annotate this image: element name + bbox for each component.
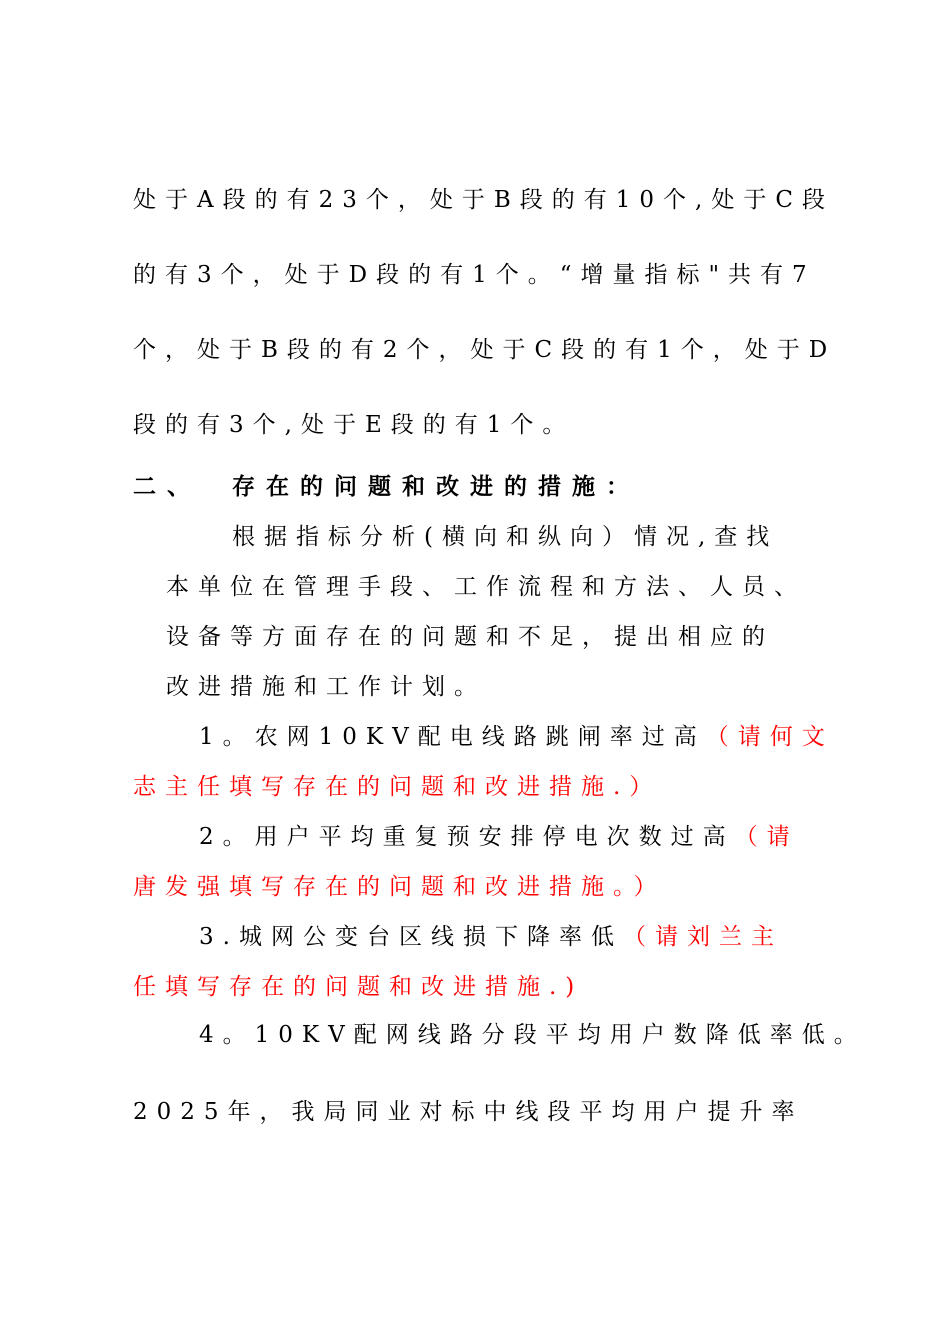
item-2-title: 2。用户平均重复预安排停电次数过高 — [199, 824, 735, 850]
item-3-title: 3.城网公变台区线损下降率低 — [199, 924, 623, 950]
instruction-line: 本单位在管理手段、工作流程和方法、人员、 — [166, 574, 806, 600]
section-number: 二、 — [133, 474, 201, 500]
item-3-note-start: （请刘兰主 — [622, 924, 783, 950]
item-2-line-1 — [199, 822, 799, 852]
instruction-line: 根据指标分析(横向和纵向）情况,查找 — [232, 524, 779, 550]
instruction-line: 改进措施和工作计划。 — [166, 674, 486, 700]
paragraph-line: 个，处于B段的有2个，处于C段的有1个，处于D — [133, 337, 837, 363]
item-1-title: 1。农网10KV配电线路跳闸率过高 — [199, 724, 706, 750]
section-title: 存在的问题和改进的措施： — [232, 474, 640, 500]
item-3-line-1 — [199, 922, 783, 952]
item-2-note-end: 唐发强填写存在的问题和改进措施。） — [133, 874, 666, 900]
item-1-line-1 — [199, 722, 834, 752]
paragraph-line: 段的有3个,处于E段的有1个。 — [133, 412, 575, 438]
item-1-note-start: （请何文 — [705, 724, 834, 750]
paragraph-line: 处于A段的有23个，处于B段的有10个,处于C段 — [133, 187, 834, 213]
closing-line: 2025年，我局同业对标中线段平均用户提升率 — [133, 1099, 804, 1125]
item-4-title: 4。10KV配网线路分段平均用户数降低率低。 — [199, 1022, 866, 1048]
instruction-line: 设备等方面存在的问题和不足，提出相应的 — [166, 624, 774, 650]
item-2-note-start: （请 — [734, 824, 799, 850]
item-1-note-end: 志主任填写存在的问题和改进措施.） — [133, 774, 662, 800]
item-3-note-end: 任填写存在的问题和改进措施.) — [133, 974, 584, 1000]
paragraph-line: 的有3个，处于D段的有1个。“增量指标"共有7 — [133, 262, 816, 288]
